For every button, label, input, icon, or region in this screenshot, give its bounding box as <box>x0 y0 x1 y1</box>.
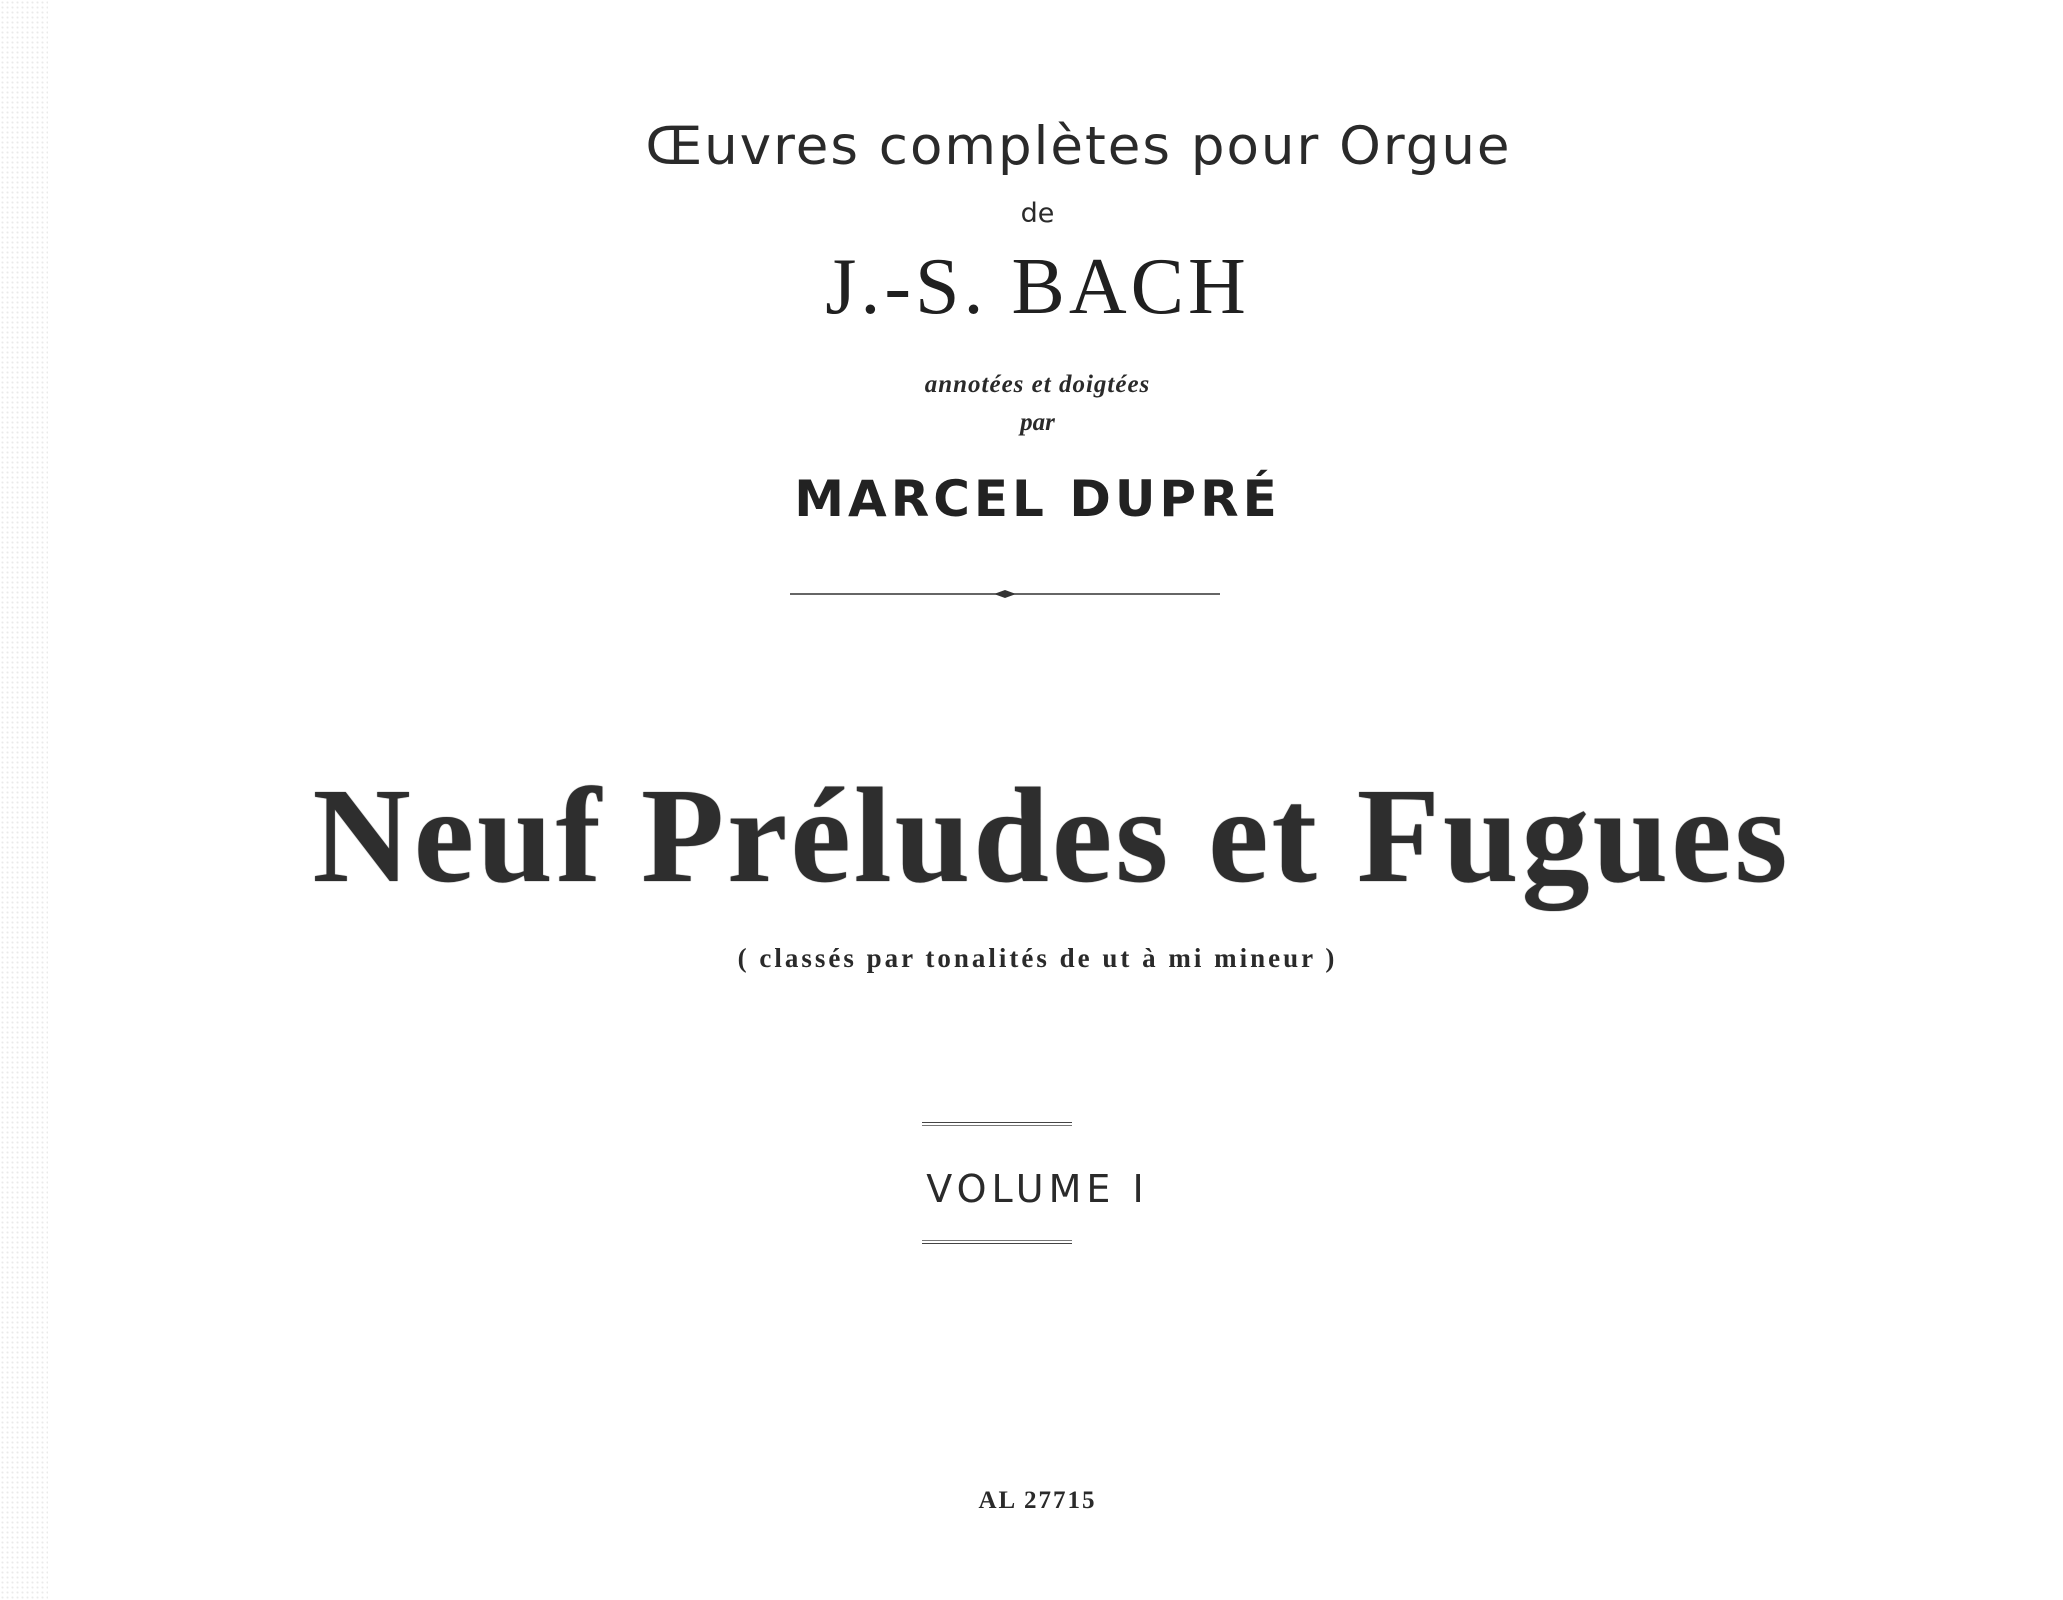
diamond-ornament-icon <box>994 590 1016 598</box>
volume-label: VOLUME I <box>926 1167 1149 1211</box>
work-subtitle: ( classés par tonalités de ut à mi mineur ) <box>737 943 1338 973</box>
catalog-number: AL 27715 <box>978 1487 1097 1514</box>
editor-name: MARCEL DUPRÉ <box>794 470 1281 528</box>
volume-rule-top <box>922 1122 1072 1126</box>
composer-name: J.-S. BACH <box>825 243 1250 331</box>
preposition-de: de <box>1020 198 1055 229</box>
annotation-line: annotées et doigtées <box>924 371 1151 398</box>
volume-rule-bottom <box>922 1240 1072 1244</box>
preposition-par: par <box>1020 409 1055 436</box>
series-title: Œuvres complètes pour Orgue <box>645 116 1512 177</box>
ornamental-divider <box>790 588 1220 600</box>
work-title: Neuf Préludes et Fugues <box>312 761 1791 911</box>
